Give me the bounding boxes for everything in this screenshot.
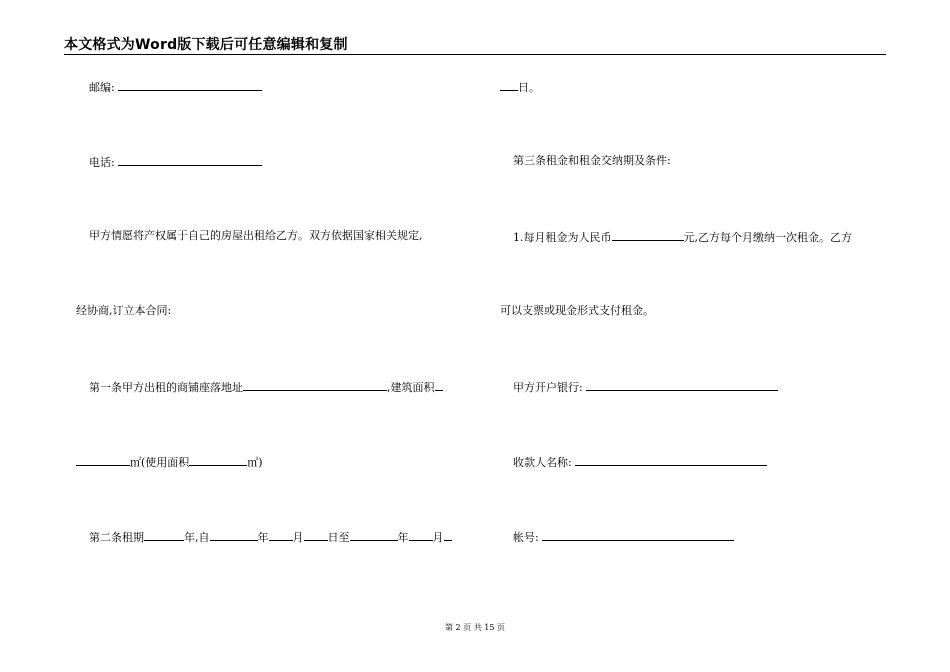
postcode-field <box>89 79 262 95</box>
article1-address-label: 第一条甲方出租的商铺座落地址 <box>89 381 243 394</box>
rent-amount-label: 1.每月租金为人民币 <box>513 231 612 244</box>
article2-end-year-label: 年 <box>397 531 409 544</box>
end-day-blank <box>500 79 518 91</box>
term-years-blank <box>144 529 184 541</box>
postcode-blank <box>118 79 262 91</box>
end-month-blank <box>409 529 433 541</box>
payee-label: 收款人名称: <box>513 456 572 469</box>
phone-field <box>89 154 262 170</box>
start-month-blank <box>269 529 293 541</box>
start-year-blank <box>210 529 258 541</box>
article3-title: 第三条租金和租金交纳期及条件: <box>513 154 671 167</box>
usable-area-unit: ㎡) <box>247 456 263 469</box>
intro-paragraph-line2: 经协商,订立本合同: <box>76 304 172 317</box>
page-header <box>64 34 886 55</box>
payee-blank <box>575 454 767 466</box>
end-day-blank-start <box>444 529 452 541</box>
bank-field <box>513 379 778 395</box>
phone-blank <box>118 154 262 166</box>
area-blank <box>76 454 130 466</box>
usable-area-blank <box>189 454 247 466</box>
postcode-label: 邮编: <box>89 81 115 94</box>
item1-line1 <box>513 229 852 245</box>
account-label: 帐号: <box>513 531 539 544</box>
page-footer: 第 2 页 共 15 页 <box>445 623 505 632</box>
intro-paragraph-line1: 甲方情愿将产权属于自己的房屋出租给乙方。双方依据国家相关规定, <box>89 229 423 242</box>
end-year-blank <box>350 529 398 541</box>
article2-to-label: 日至 <box>327 531 350 544</box>
article1-line1 <box>89 379 443 395</box>
rent-payment-text: 元,乙方每个月缴纳一次租金。乙方 <box>683 231 852 244</box>
phone-label: 电话: <box>89 156 115 169</box>
address-blank <box>243 379 387 391</box>
article2-line <box>89 529 452 545</box>
payee-field <box>513 454 767 470</box>
article2-from-label: 年,自 <box>184 531 210 544</box>
end-day-line <box>500 79 540 95</box>
rent-amount-blank <box>612 229 684 241</box>
article2-month-label: 月 <box>292 531 304 544</box>
header-title: 本文格式为Word版下载后可任意编辑和复制 <box>64 37 348 53</box>
start-day-blank <box>304 529 328 541</box>
account-field <box>513 529 734 545</box>
account-blank <box>542 529 734 541</box>
bank-label: 甲方开户银行: <box>513 381 583 394</box>
item1-line2: 可以支票或现金形式支付租金。 <box>500 304 654 317</box>
article2-year-label: 年 <box>257 531 269 544</box>
usable-area-label: ㎡(使用面积 <box>130 456 190 469</box>
day-suffix: 日。 <box>518 81 540 94</box>
article1-line2 <box>76 454 263 470</box>
article2-end-month-label: 月 <box>432 531 444 544</box>
bank-blank <box>586 379 778 391</box>
article2-term-label: 第二条租期 <box>89 531 144 544</box>
area-blank-start <box>435 379 443 391</box>
article1-area-label: ,建筑面积 <box>387 381 435 394</box>
